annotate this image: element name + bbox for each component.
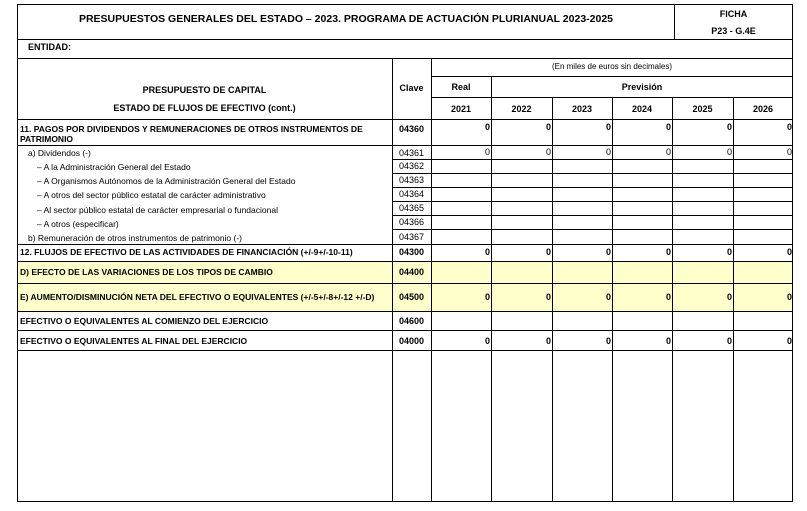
prevision-header: Previsión <box>621 82 663 92</box>
row-label-final: EFECTIVO O EQUIVALENTES AL FINAL DEL EJERCICIO <box>20 336 248 346</box>
page-title: PRESUPUESTOS GENERALES DEL ESTADO – 2023. PROGRAMA DE ACTUACIÓN PLURIANUAL 2023-2025 <box>78 13 614 25</box>
year-2024: 2024 <box>631 104 653 114</box>
cell-value: 0 <box>484 147 490 157</box>
ficha-code: P23 - G.4E <box>711 26 756 36</box>
row-code: 04364 <box>399 189 425 199</box>
row-code: 04400 <box>399 267 425 277</box>
col-line-clave-left <box>392 58 393 502</box>
cell-value: 0 <box>484 336 490 346</box>
units-note: (En miles de euros sin decimales) <box>551 62 673 71</box>
row-sep <box>17 261 793 262</box>
line-years <box>431 97 793 98</box>
ficha-label: FICHA <box>719 9 748 19</box>
row-code: 04500 <box>399 292 425 302</box>
row-code: 04366 <box>399 217 425 227</box>
cell-value: 0 <box>665 247 671 257</box>
col-line-clave-right <box>431 58 432 502</box>
row-label-a2: – A Organismos Autónomos de la Administración General del Estado <box>37 176 296 186</box>
cell-value: 0 <box>484 292 490 302</box>
cell-value: 0 <box>665 122 671 132</box>
cell-value: 0 <box>484 122 490 132</box>
col-line-2023 <box>552 97 553 502</box>
line-units <box>431 76 793 77</box>
year-2025: 2025 <box>692 104 713 114</box>
row-sep <box>17 145 793 146</box>
entidad-box <box>17 39 793 59</box>
cell-value: 0 <box>545 247 551 257</box>
cell-value: 0 <box>786 247 792 257</box>
real-header: Real <box>451 82 471 92</box>
row-sep <box>392 173 793 174</box>
cell-value: 0 <box>726 292 732 302</box>
cell-value: 0 <box>726 122 732 132</box>
row-code: 04000 <box>399 336 425 346</box>
col-line-2025 <box>672 97 673 502</box>
entidad-label: ENTIDAD: <box>28 42 71 52</box>
cell-value: 0 <box>545 122 551 132</box>
cell-value: 0 <box>484 247 490 257</box>
year-2021: 2021 <box>450 104 472 114</box>
row-label-12: 12. FLUJOS DE EFECTIVO DE LAS ACTIVIDADES DE FINANCIACIÓN (+/-9+/-10-11) <box>20 247 353 257</box>
cell-value: 0 <box>665 292 671 302</box>
cell-value: 0 <box>665 147 671 157</box>
cell-value: 0 <box>545 292 551 302</box>
row-code: 04367 <box>399 232 425 242</box>
row-label-a4: – Al sector público estatal de carácter empresarial o fundacional <box>37 205 278 215</box>
row-label-a: a) Dividendos (-) <box>28 148 91 158</box>
cell-value: 0 <box>605 122 611 132</box>
cell-value: 0 <box>786 292 792 302</box>
year-2023: 2023 <box>571 104 593 114</box>
row-code: 04300 <box>399 247 425 257</box>
row-sep <box>392 201 793 202</box>
cell-value: 0 <box>665 336 671 346</box>
col-line-2024 <box>612 97 613 502</box>
row-label-comienzo: EFECTIVO O EQUIVALENTES AL COMIENZO DEL EJERCICIO <box>20 316 269 326</box>
row-label-11: 11. PAGOS POR DIVIDENDOS Y REMUNERACIONES DE OTROS INSTRUMENTOS DE <box>20 124 363 134</box>
row-sep <box>392 215 793 216</box>
row-label-e: E) AUMENTO/DISMINUCIÓN NETA DEL EFECTIVO O EQUIVALENTES (+/-5+/-8+/-12 +/-D) <box>20 292 375 302</box>
line-header-bottom <box>17 119 793 120</box>
row-code: 04600 <box>399 316 425 326</box>
row-code: 04360 <box>399 124 425 134</box>
row-sep <box>392 187 793 188</box>
cell-value: 0 <box>545 147 551 157</box>
cell-value: 0 <box>605 147 611 157</box>
row-code: 04361 <box>399 148 425 158</box>
cell-value: 0 <box>786 336 792 346</box>
cell-value: 0 <box>726 247 732 257</box>
row-code: 04362 <box>399 161 425 171</box>
cell-value: 0 <box>605 292 611 302</box>
row-sep <box>17 330 793 331</box>
row-sep <box>392 159 793 160</box>
cell-value: 0 <box>786 147 792 157</box>
year-2026: 2026 <box>752 104 774 114</box>
row-label-11-cont: PATRIMONIO <box>20 134 74 144</box>
cell-value: 0 <box>605 247 611 257</box>
row-label-a1: – A la Administración General del Estado <box>37 162 191 172</box>
row-label-a3: – A otros del sector público estatal de carácter administrativo <box>37 190 266 200</box>
clave-header: Clave <box>399 83 424 93</box>
row-code: 04365 <box>399 203 425 213</box>
row-label-d: D) EFECTO DE LAS VARIACIONES DE LOS TIPOS DE CAMBIO <box>20 267 273 277</box>
row-sep <box>392 229 793 230</box>
cell-value: 0 <box>605 336 611 346</box>
section-title: PRESUPUESTO DE CAPITAL <box>142 85 267 95</box>
row-label-a5: – A otros (especificar) <box>37 219 119 229</box>
cell-value: 0 <box>786 122 792 132</box>
year-2022: 2022 <box>511 104 532 114</box>
col-line-2026 <box>733 97 734 502</box>
row-sep <box>17 311 793 312</box>
col-line-2022 <box>491 76 492 502</box>
row-sep <box>17 350 793 351</box>
row-sep <box>17 283 793 284</box>
cell-value: 0 <box>726 147 732 157</box>
row-label-b: b) Remuneración de otros instrumentos de patrimonio (-) <box>28 233 243 243</box>
cell-value: 0 <box>726 336 732 346</box>
cell-value: 0 <box>545 336 551 346</box>
row-code: 04363 <box>399 175 425 185</box>
section-subtitle: ESTADO DE FLUJOS DE EFECTIVO (cont.) <box>113 103 296 113</box>
row-sep <box>17 244 793 245</box>
